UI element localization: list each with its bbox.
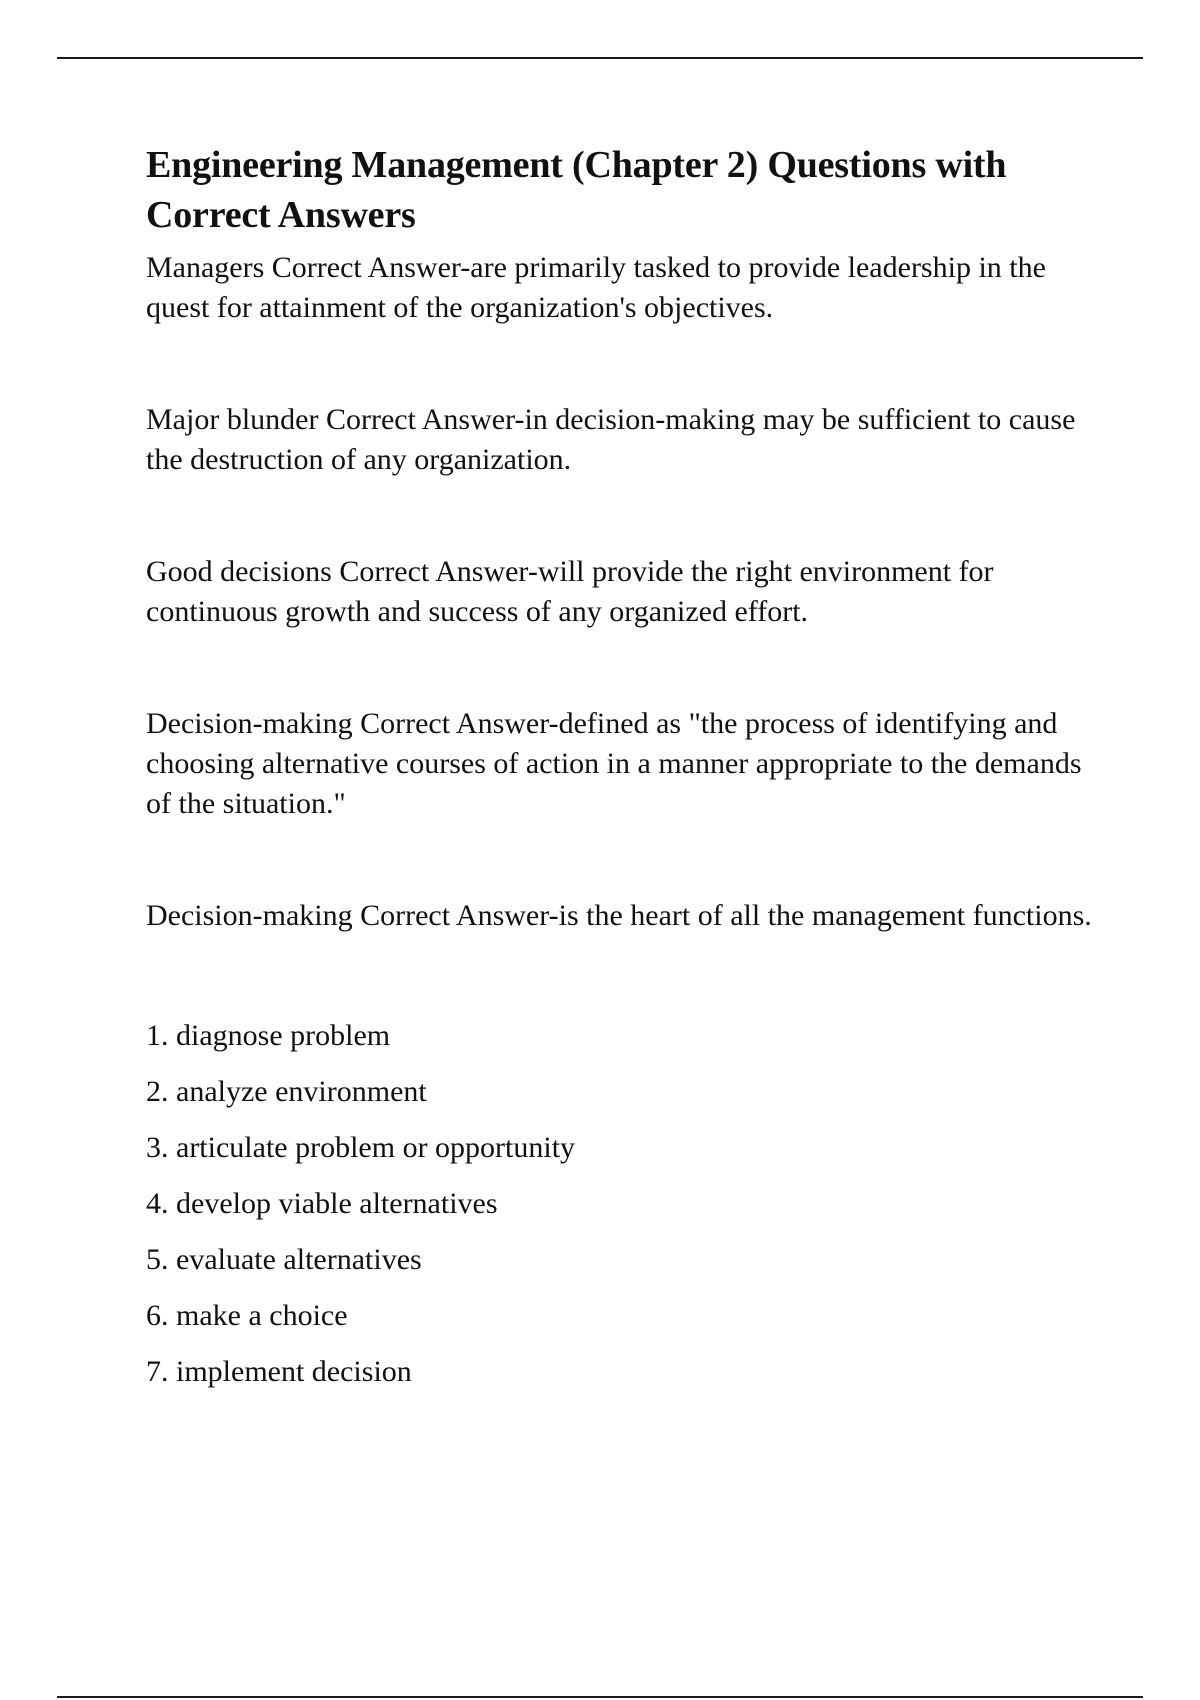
- decision-steps-list: [146, 1008, 1096, 1400]
- qa-entry: Decision-making Correct Answer-is the heart of all the management functions.: [146, 899, 1092, 932]
- list-item: 3. articulate problem or opportunity: [146, 1131, 576, 1164]
- list-item: 6. make a choice: [146, 1299, 348, 1332]
- list-item: 4. develop viable alternatives: [146, 1187, 498, 1220]
- top-divider: [57, 57, 1143, 59]
- list-item: 1. diagnose problem: [146, 1019, 391, 1052]
- document-body: [146, 140, 1096, 1400]
- list-item: 2. analyze environment: [146, 1075, 427, 1108]
- qa-entry: Decision-making Correct Answer-defined as "the process of identifying and choosing alternative courses of action in a manner appropriate to the demands of the situation.": [146, 707, 1082, 820]
- qa-entry: Good decisions Correct Answer-will provide the right environment for continuous growth and success of any organized effort.: [146, 555, 994, 628]
- qa-entry: Managers Correct Answer-are primarily tasked to provide leadership in the quest for attainment of the organization's objectives.: [146, 251, 1046, 324]
- page-title: Engineering Management (Chapter 2) Questions with Correct Answers: [146, 144, 1007, 236]
- bottom-divider: [57, 1696, 1143, 1698]
- list-item: 7. implement decision: [146, 1355, 412, 1388]
- qa-entry: Major blunder Correct Answer-in decision-making may be sufficient to cause the destruction of any organization.: [146, 403, 1076, 476]
- list-item: 5. evaluate alternatives: [146, 1243, 422, 1276]
